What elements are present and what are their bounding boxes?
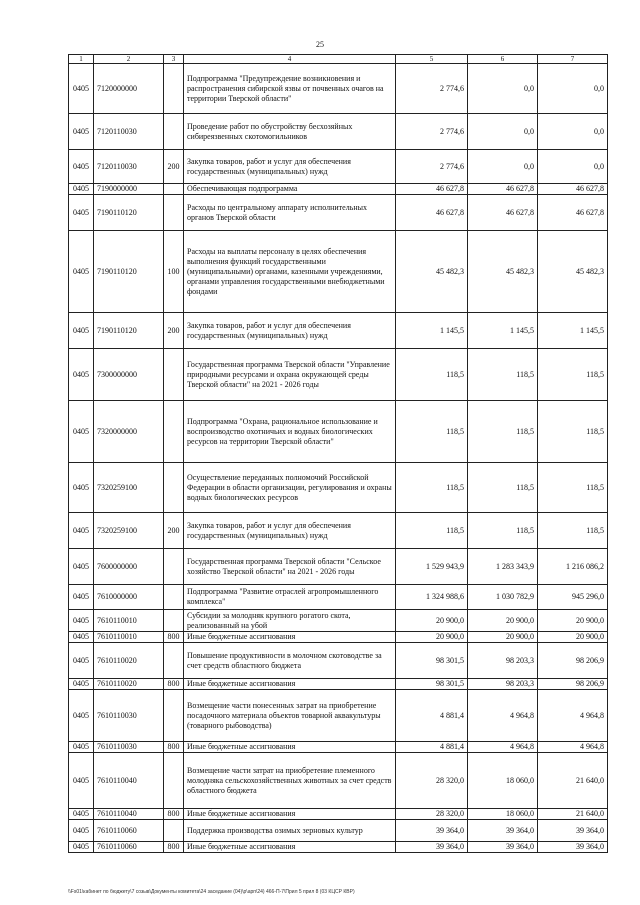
budget-table: [68, 54, 608, 853]
expense-type-code-cell: [164, 195, 184, 231]
target-article-code-cell: 7610000000: [94, 585, 164, 610]
expense-type-code-cell: 800: [164, 679, 184, 690]
amount-col5-cell: 28 320,0: [396, 809, 468, 820]
amount-col6-cell: 39 364,0: [468, 820, 538, 842]
amount-col5-cell: 20 900,0: [396, 632, 468, 643]
item-name-cell: Поддержка производства озимых зерновых культур: [184, 820, 396, 842]
section-code-cell: 0405: [69, 231, 94, 313]
table-row: [69, 463, 608, 513]
amount-col5-cell: 45 482,3: [396, 231, 468, 313]
section-code-cell: 0405: [69, 184, 94, 195]
table-row: [69, 184, 608, 195]
target-article-code-cell: 7610110020: [94, 679, 164, 690]
amount-col5-cell: 46 627,8: [396, 184, 468, 195]
section-code-cell: 0405: [69, 585, 94, 610]
table-row: [69, 549, 608, 585]
table-row: [69, 753, 608, 809]
amount-col5-cell: 4 881,4: [396, 742, 468, 753]
amount-col6-cell: 1 145,5: [468, 313, 538, 349]
amount-col7-cell: 118,5: [538, 513, 608, 549]
target-article-code-cell: 7610110020: [94, 643, 164, 679]
section-code-cell: 0405: [69, 820, 94, 842]
amount-col6-cell: 39 364,0: [468, 842, 538, 853]
expense-type-code-cell: 200: [164, 513, 184, 549]
amount-col6-cell: 4 964,8: [468, 690, 538, 742]
expense-type-code-cell: [164, 643, 184, 679]
item-name-cell: Осуществление переданных полномочий Российской Федерации в области организации, регулирования и охраны водных биологических ресурсов: [184, 463, 396, 513]
table-row: [69, 742, 608, 753]
amount-col5-cell: 20 900,0: [396, 610, 468, 632]
page-number: 25: [316, 40, 324, 49]
item-name-cell: Закупка товаров, работ и услуг для обеспечения государственных (муниципальных) нужд: [184, 150, 396, 184]
item-name-cell: Иные бюджетные ассигнования: [184, 679, 396, 690]
item-name-cell: Государственная программа Тверской области "Сельское хозяйство Тверской области" на 2021 - 2026 годы: [184, 549, 396, 585]
target-article-code-cell: 7190000000: [94, 184, 164, 195]
amount-col6-cell: 18 060,0: [468, 753, 538, 809]
amount-col6-cell: 4 964,8: [468, 742, 538, 753]
amount-col7-cell: 21 640,0: [538, 753, 608, 809]
item-name-cell: Иные бюджетные ассигнования: [184, 842, 396, 853]
target-article-code-cell: 7120000000: [94, 64, 164, 114]
section-code-cell: 0405: [69, 643, 94, 679]
section-code-cell: 0405: [69, 842, 94, 853]
target-article-code-cell: 7600000000: [94, 549, 164, 585]
footer-file-path: \\Fs01\кабинет по бюджету\7 созыв\Документы комитета\24 заседание (04)\р\арп\24) 466-П-7\Прил 5 прил 8 (03 КЦСР КВР): [68, 889, 355, 895]
table-row: [69, 610, 608, 632]
header-row: [69, 55, 608, 64]
amount-col7-cell: 98 206,9: [538, 643, 608, 679]
amount-col5-cell: 118,5: [396, 513, 468, 549]
table-row: [69, 195, 608, 231]
expense-type-code-cell: [164, 64, 184, 114]
table-row: [69, 643, 608, 679]
table-row: [69, 64, 608, 114]
table-row: [69, 150, 608, 184]
table-row: [69, 632, 608, 643]
target-article-code-cell: 7320259100: [94, 463, 164, 513]
amount-col6-cell: 0,0: [468, 150, 538, 184]
amount-col5-cell: 98 301,5: [396, 643, 468, 679]
amount-col7-cell: 1 145,5: [538, 313, 608, 349]
amount-col5-cell: 39 364,0: [396, 842, 468, 853]
amount-col7-cell: 46 627,8: [538, 195, 608, 231]
amount-col6-cell: 0,0: [468, 114, 538, 150]
amount-col5-cell: 39 364,0: [396, 820, 468, 842]
target-article-code-cell: 7610110040: [94, 753, 164, 809]
header-cell: 6: [468, 55, 538, 64]
amount-col7-cell: 1 216 086,2: [538, 549, 608, 585]
amount-col7-cell: 20 900,0: [538, 632, 608, 643]
expense-type-code-cell: [164, 184, 184, 195]
header-cell: 7: [538, 55, 608, 64]
table-row: [69, 401, 608, 463]
item-name-cell: Иные бюджетные ассигнования: [184, 809, 396, 820]
expense-type-code-cell: [164, 610, 184, 632]
section-code-cell: 0405: [69, 742, 94, 753]
amount-col5-cell: 1 529 943,9: [396, 549, 468, 585]
item-name-cell: Расходы по центральному аппарату исполнительных органов Тверской области: [184, 195, 396, 231]
header-cell: 5: [396, 55, 468, 64]
amount-col5-cell: 46 627,8: [396, 195, 468, 231]
target-article-code-cell: 7120110030: [94, 114, 164, 150]
amount-col5-cell: 2 774,6: [396, 64, 468, 114]
amount-col6-cell: 118,5: [468, 349, 538, 401]
amount-col5-cell: 118,5: [396, 349, 468, 401]
expense-type-code-cell: [164, 753, 184, 809]
table-row: [69, 349, 608, 401]
header-cell: 3: [164, 55, 184, 64]
item-name-cell: Возмещение части понесенных затрат на приобретение посадочного материала объектов товарной аквакультуры (товарного рыбоводства): [184, 690, 396, 742]
expense-type-code-cell: [164, 690, 184, 742]
target-article-code-cell: 7610110060: [94, 842, 164, 853]
amount-col5-cell: 1 324 988,6: [396, 585, 468, 610]
amount-col7-cell: 0,0: [538, 150, 608, 184]
amount-col7-cell: 945 296,0: [538, 585, 608, 610]
expense-type-code-cell: 200: [164, 313, 184, 349]
expense-type-code-cell: [164, 585, 184, 610]
item-name-cell: Закупка товаров, работ и услуг для обеспечения государственных (муниципальных) нужд: [184, 513, 396, 549]
expense-type-code-cell: [164, 549, 184, 585]
target-article-code-cell: 7610110040: [94, 809, 164, 820]
amount-col5-cell: 98 301,5: [396, 679, 468, 690]
amount-col6-cell: 118,5: [468, 513, 538, 549]
table-row: [69, 513, 608, 549]
section-code-cell: 0405: [69, 195, 94, 231]
section-code-cell: 0405: [69, 679, 94, 690]
item-name-cell: Подпрограмма "Охрана, рациональное использование и воспроизводство охотничьих и водных биологических ресурсов на территории Тверской области": [184, 401, 396, 463]
expense-type-code-cell: [164, 114, 184, 150]
item-name-cell: Расходы на выплаты персоналу в целях обеспечения выполнения функций государственными (муниципальными) органами, казенными учреждениями, органами управления государственными внебюджетными фондами: [184, 231, 396, 313]
expense-type-code-cell: [164, 349, 184, 401]
amount-col7-cell: 118,5: [538, 463, 608, 513]
amount-col7-cell: 46 627,8: [538, 184, 608, 195]
amount-col7-cell: 4 964,8: [538, 742, 608, 753]
item-name-cell: Подпрограмма "Развитие отраслей агропромышленного комплекса": [184, 585, 396, 610]
expense-type-code-cell: 800: [164, 842, 184, 853]
table-row: [69, 842, 608, 853]
amount-col7-cell: 39 364,0: [538, 842, 608, 853]
amount-col6-cell: 98 203,3: [468, 643, 538, 679]
section-code-cell: 0405: [69, 463, 94, 513]
target-article-code-cell: 7610110010: [94, 610, 164, 632]
section-code-cell: 0405: [69, 150, 94, 184]
target-article-code-cell: 7610110030: [94, 690, 164, 742]
section-code-cell: 0405: [69, 809, 94, 820]
expense-type-code-cell: 100: [164, 231, 184, 313]
amount-col7-cell: 4 964,8: [538, 690, 608, 742]
item-name-cell: Государственная программа Тверской области "Управление природными ресурсами и охрана окружающей среды Тверской области" на 2021 - 2026 годы: [184, 349, 396, 401]
amount-col5-cell: 118,5: [396, 401, 468, 463]
target-article-code-cell: 7190110120: [94, 195, 164, 231]
table-row: [69, 820, 608, 842]
table-row: [69, 679, 608, 690]
amount-col5-cell: 1 145,5: [396, 313, 468, 349]
amount-col7-cell: 20 900,0: [538, 610, 608, 632]
target-article-code-cell: 7610110060: [94, 820, 164, 842]
section-code-cell: 0405: [69, 401, 94, 463]
amount-col6-cell: 20 900,0: [468, 610, 538, 632]
item-name-cell: Проведение работ по обустройству бесхозяйных сибиреязвенных скотомогильников: [184, 114, 396, 150]
item-name-cell: Иные бюджетные ассигнования: [184, 632, 396, 643]
section-code-cell: 0405: [69, 549, 94, 585]
amount-col7-cell: 118,5: [538, 401, 608, 463]
table-row: [69, 809, 608, 820]
amount-col5-cell: 4 881,4: [396, 690, 468, 742]
target-article-code-cell: 7120110030: [94, 150, 164, 184]
item-name-cell: Повышение продуктивности в молочном скотоводстве за счет средств областного бюджета: [184, 643, 396, 679]
expense-type-code-cell: 800: [164, 632, 184, 643]
section-code-cell: 0405: [69, 114, 94, 150]
amount-col5-cell: 2 774,6: [396, 114, 468, 150]
item-name-cell: Иные бюджетные ассигнования: [184, 742, 396, 753]
target-article-code-cell: 7320000000: [94, 401, 164, 463]
table-row: [69, 114, 608, 150]
amount-col7-cell: 0,0: [538, 64, 608, 114]
item-name-cell: Подпрограмма "Предупреждение возникновения и распространения сибирской язвы от почвенных очагов на территории Тверской области": [184, 64, 396, 114]
table-row: [69, 231, 608, 313]
amount-col6-cell: 45 482,3: [468, 231, 538, 313]
item-name-cell: Возмещение части затрат на приобретение племенного молодняка сельскохозяйственных животных за счет средств областного бюджета: [184, 753, 396, 809]
section-code-cell: 0405: [69, 313, 94, 349]
section-code-cell: 0405: [69, 610, 94, 632]
expense-type-code-cell: 800: [164, 742, 184, 753]
header-cell: 1: [69, 55, 94, 64]
amount-col6-cell: 20 900,0: [468, 632, 538, 643]
amount-col7-cell: 118,5: [538, 349, 608, 401]
target-article-code-cell: 7610110010: [94, 632, 164, 643]
table-row: [69, 690, 608, 742]
item-name-cell: Закупка товаров, работ и услуг для обеспечения государственных (муниципальных) нужд: [184, 313, 396, 349]
amount-col6-cell: 98 203,3: [468, 679, 538, 690]
item-name-cell: Субсидии за молодняк крупного рогатого скота, реализованный на убой: [184, 610, 396, 632]
target-article-code-cell: 7190110120: [94, 231, 164, 313]
amount-col6-cell: 46 627,8: [468, 195, 538, 231]
table-row: [69, 585, 608, 610]
target-article-code-cell: 7300000000: [94, 349, 164, 401]
amount-col6-cell: 0,0: [468, 64, 538, 114]
amount-col6-cell: 118,5: [468, 401, 538, 463]
section-code-cell: 0405: [69, 513, 94, 549]
expense-type-code-cell: [164, 820, 184, 842]
amount-col7-cell: 0,0: [538, 114, 608, 150]
section-code-cell: 0405: [69, 349, 94, 401]
amount-col6-cell: 46 627,8: [468, 184, 538, 195]
amount-col7-cell: 39 364,0: [538, 820, 608, 842]
header-cell: 2: [94, 55, 164, 64]
amount-col7-cell: 45 482,3: [538, 231, 608, 313]
expense-type-code-cell: [164, 401, 184, 463]
expense-type-code-cell: 800: [164, 809, 184, 820]
expense-type-code-cell: [164, 463, 184, 513]
section-code-cell: 0405: [69, 632, 94, 643]
item-name-cell: Обеспечивающая подпрограмма: [184, 184, 396, 195]
amount-col5-cell: 28 320,0: [396, 753, 468, 809]
amount-col7-cell: 98 206,9: [538, 679, 608, 690]
amount-col6-cell: 118,5: [468, 463, 538, 513]
target-article-code-cell: 7190110120: [94, 313, 164, 349]
target-article-code-cell: 7610110030: [94, 742, 164, 753]
amount-col6-cell: 1 283 343,9: [468, 549, 538, 585]
expense-type-code-cell: 200: [164, 150, 184, 184]
amount-col6-cell: 18 060,0: [468, 809, 538, 820]
section-code-cell: 0405: [69, 64, 94, 114]
table-row: [69, 313, 608, 349]
amount-col5-cell: 118,5: [396, 463, 468, 513]
amount-col5-cell: 2 774,6: [396, 150, 468, 184]
header-cell: 4: [184, 55, 396, 64]
amount-col6-cell: 1 030 782,9: [468, 585, 538, 610]
amount-col7-cell: 21 640,0: [538, 809, 608, 820]
target-article-code-cell: 7320259100: [94, 513, 164, 549]
section-code-cell: 0405: [69, 690, 94, 742]
section-code-cell: 0405: [69, 753, 94, 809]
